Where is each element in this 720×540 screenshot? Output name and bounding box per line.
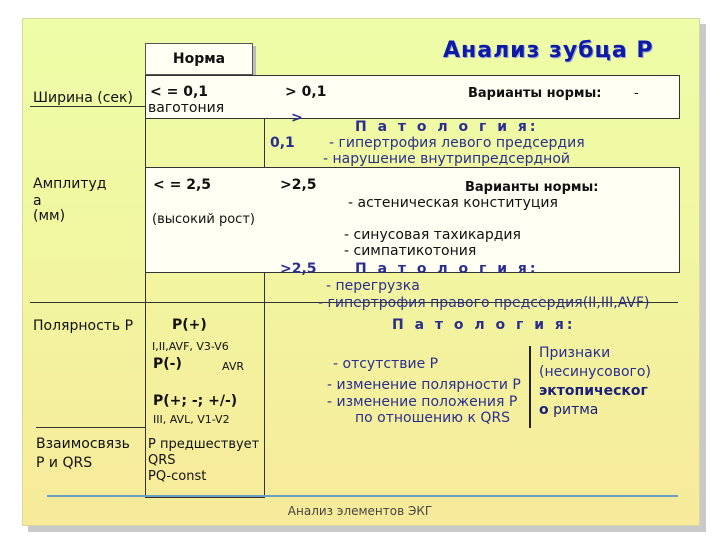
width-norm: < = 0,1 xyxy=(150,84,209,100)
polarity-leads-mixed: III, AVL, V1-V2 xyxy=(153,413,230,426)
signs-line-4 xyxy=(539,402,598,419)
width-gt: > 0,1 xyxy=(285,84,327,100)
amplitude-patho-title: П а т о л о г и я: xyxy=(355,261,539,277)
signs-line-3: эктопическог xyxy=(539,383,648,399)
amplitude-label-2: а xyxy=(33,193,42,209)
relation-label-2: Р и QRS xyxy=(36,455,93,471)
width-patho-value: 0,1 xyxy=(270,135,295,151)
signs-line-4b: ритма xyxy=(553,402,599,418)
norma-header xyxy=(145,43,253,75)
polarity-patho-2: - изменение полярности Р xyxy=(327,377,521,393)
width-variant-1: ваготония xyxy=(148,100,225,116)
polarity-p-plus: P(+) xyxy=(172,317,207,333)
polarity-patho-title: П а т о л о г и я: xyxy=(392,317,576,333)
norma-column xyxy=(145,75,265,498)
width-patho-title: П а т о л о г и я: xyxy=(355,119,539,135)
amplitude-variant-2: (высокий рост) xyxy=(152,212,255,227)
width-label: Ширина (сек) xyxy=(33,90,133,106)
polarity-patho-1: - отсутствие Р xyxy=(333,356,439,372)
amplitude-variants-title: Варианты нормы: xyxy=(465,180,599,195)
amplitude-norm: < = 2,5 xyxy=(153,177,212,193)
relation-line-1: Р предшествует xyxy=(148,437,260,452)
width-patho-2: - нарушение внутрипредсердной xyxy=(323,151,571,167)
polarity-p-mixed: P(+; -; +/-) xyxy=(153,393,238,409)
width-variants-title: Варианты нормы: xyxy=(468,86,602,101)
norma-label: Норма xyxy=(172,51,226,67)
relation-line-2: QRS xyxy=(148,453,176,468)
relation-line-3: PQ-const xyxy=(148,469,207,484)
signs-line-4a: о xyxy=(539,402,549,418)
amplitude-label-1: Амплитуд xyxy=(33,176,107,192)
width-patho-gt: > xyxy=(291,110,303,126)
polarity-label: Полярность Р xyxy=(33,318,134,334)
row-divider-relation xyxy=(36,427,145,428)
amplitude-patho-1: - перегрузка xyxy=(326,278,420,294)
bracket-line xyxy=(529,346,531,428)
amplitude-patho-2: - гипертрофия правого предсердия(II,III,AVF) xyxy=(318,295,650,311)
relation-label-1: Взаимосвязь xyxy=(36,436,130,452)
polarity-leads-plus: I,II,AVF, V3-V6 xyxy=(152,340,229,353)
amplitude-variant-3: - синусовая тахикардия xyxy=(344,227,521,243)
polarity-leads-minus: AVR xyxy=(222,360,244,373)
amplitude-variant-1: - астеническая конституция xyxy=(348,195,558,211)
bottom-line xyxy=(47,495,678,497)
footer: Анализ элементов ЭКГ xyxy=(287,504,433,518)
polarity-patho-3: - изменение положения Р xyxy=(327,394,518,410)
width-variants-dash: - xyxy=(634,86,639,101)
signs-line-2: (несинусового) xyxy=(539,364,651,380)
amplitude-gt: >2,5 xyxy=(280,177,317,193)
amplitude-variant-4: - симпатикотония xyxy=(344,243,477,259)
width-patho-1: - гипертрофия левого предсердия xyxy=(329,135,585,151)
page-title: Анализ зубца Р xyxy=(443,38,654,63)
amplitude-patho-value: >2,5 xyxy=(280,261,317,277)
signs-line-1: Признаки xyxy=(539,345,611,361)
polarity-patho-4: по отношению к QRS xyxy=(355,410,511,426)
amplitude-label-3: (мм) xyxy=(33,208,66,224)
polarity-p-minus: P(-) xyxy=(153,356,182,372)
